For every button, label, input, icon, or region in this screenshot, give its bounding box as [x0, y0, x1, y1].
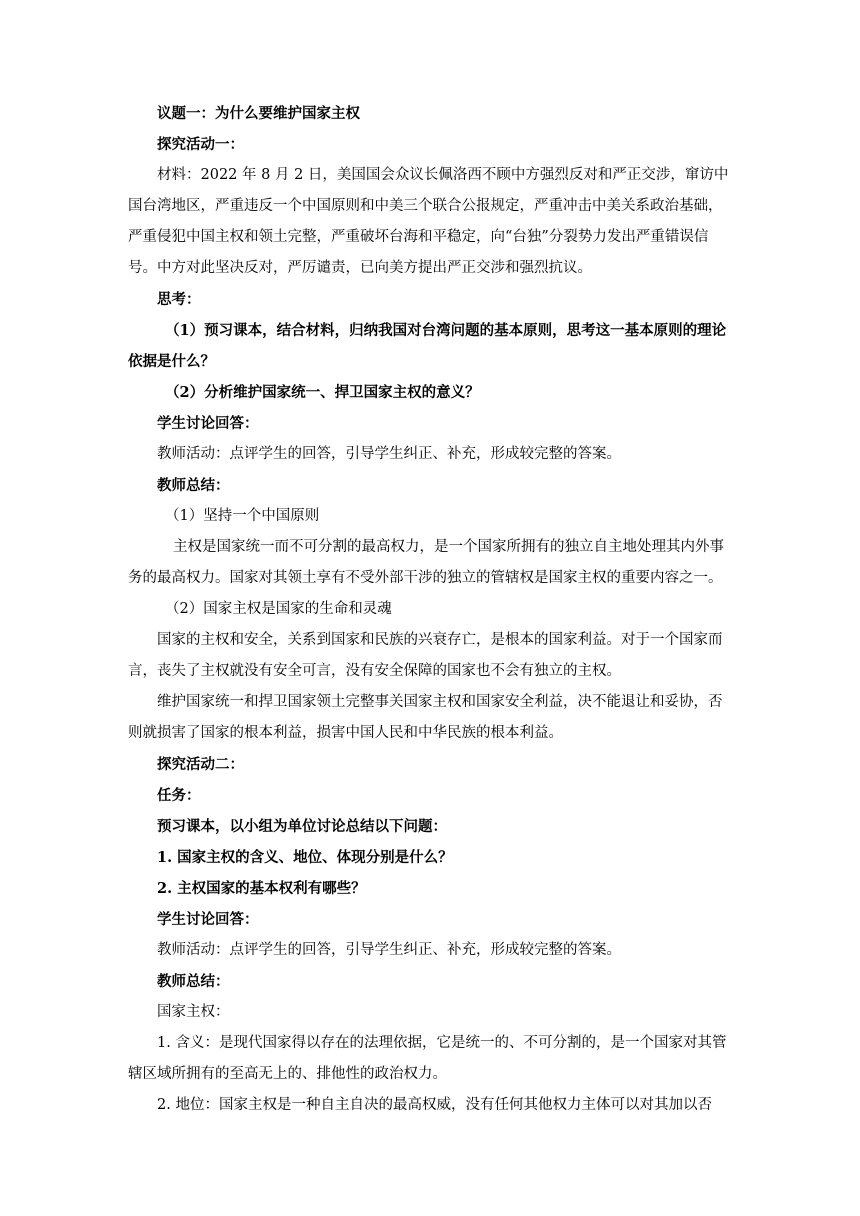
national-sovereignty-heading: 国家主权： — [157, 1004, 230, 1020]
thinking-heading: 思考： — [157, 291, 201, 308]
document-body — [128, 98, 733, 1121]
student-discussion-label-two: 学生讨论回答： — [157, 911, 259, 928]
student-discussion-label: 学生讨论回答： — [157, 415, 259, 432]
summary-point-two: （2）国家主权是国家的生命和灵魂 — [165, 601, 392, 617]
topic-heading: 议题一：为什么要维护国家主权 — [157, 105, 360, 122]
meaning-paragraph: 1. 含义：是现代国家得以存在的法理依据，它是统一的、不可分割的，是一个国家对其管辖区域所拥有的至高无上的、排他性的政治权力。 — [128, 1035, 727, 1082]
task-heading: 任务： — [157, 787, 201, 804]
question-one: （1）预习课本，结合材料，归纳我国对台湾问题的基本原则，思考这一基本原则的理论依据是什么？ — [128, 322, 727, 370]
task-question-one: 1. 国家主权的含义、地位、体现分别是什么？ — [157, 849, 453, 866]
summary-point-one: （1）坚持一个中国原则 — [165, 508, 320, 524]
task-instruction: 预习课本，以小组为单位讨论总结以下问题： — [157, 818, 447, 835]
task-question-two: 2. 主权国家的基本权利有哪些？ — [157, 880, 366, 897]
question-two: （2）分析维护国家统一、捍卫国家主权的意义？ — [165, 384, 480, 401]
activity-two-heading: 探究活动二： — [157, 756, 244, 773]
teacher-activity: 教师活动：点评学生的回答，引导学生纠正、补充，形成较完整的答案。 — [157, 446, 621, 462]
teacher-activity-two: 教师活动：点评学生的回答，引导学生纠正、补充，形成较完整的答案。 — [157, 942, 621, 958]
teacher-summary-heading: 教师总结： — [157, 477, 230, 494]
teacher-summary-heading-two: 教师总结： — [157, 973, 230, 990]
activity-one-heading: 探究活动一： — [157, 136, 244, 153]
sovereignty-definition-paragraph: 主权是国家统一而不可分割的最高权力，是一个国家所拥有的独立自主地处理其内外事务的最高权力。国家对其领土享有不受外部干涉的独立的管辖权是国家主权的重要内容之一。 — [128, 539, 724, 586]
security-paragraph: 国家的主权和安全，关系到国家和民族的兴衰存亡，是根本的国家利益。对于一个国家而言，丧失了主权就没有安全可言，没有安全保障的国家也不会有独立的主权。 — [128, 632, 723, 679]
status-paragraph: 2. 地位：国家主权是一种自主自决的最高权威，没有任何其他权力主体可以对其加以否 — [157, 1097, 712, 1113]
material-paragraph: 材料：2022 年 8 月 2 日，美国国会众议长佩洛西不顾中方强烈反对和严正交涉，窜访中国台湾地区，严重违反一个中国原则和中美三个联合公报规定，严重冲击中美关系政治基础，严重侵犯中国主权和领土完整，严重破坏台海和平稳定，向“台独”分裂势力发出严重错误信号。中方对此坚决反对，严厉谴责，已向美方提出严正交涉和强烈抗议。 — [128, 167, 729, 276]
unity-paragraph: 维护国家统一和捍卫国家领土完整事关国家主权和国家安全利益，决不能退让和妥协，否则就损害了国家的根本利益，损害中国人民和中华民族的根本利益。 — [128, 694, 723, 741]
